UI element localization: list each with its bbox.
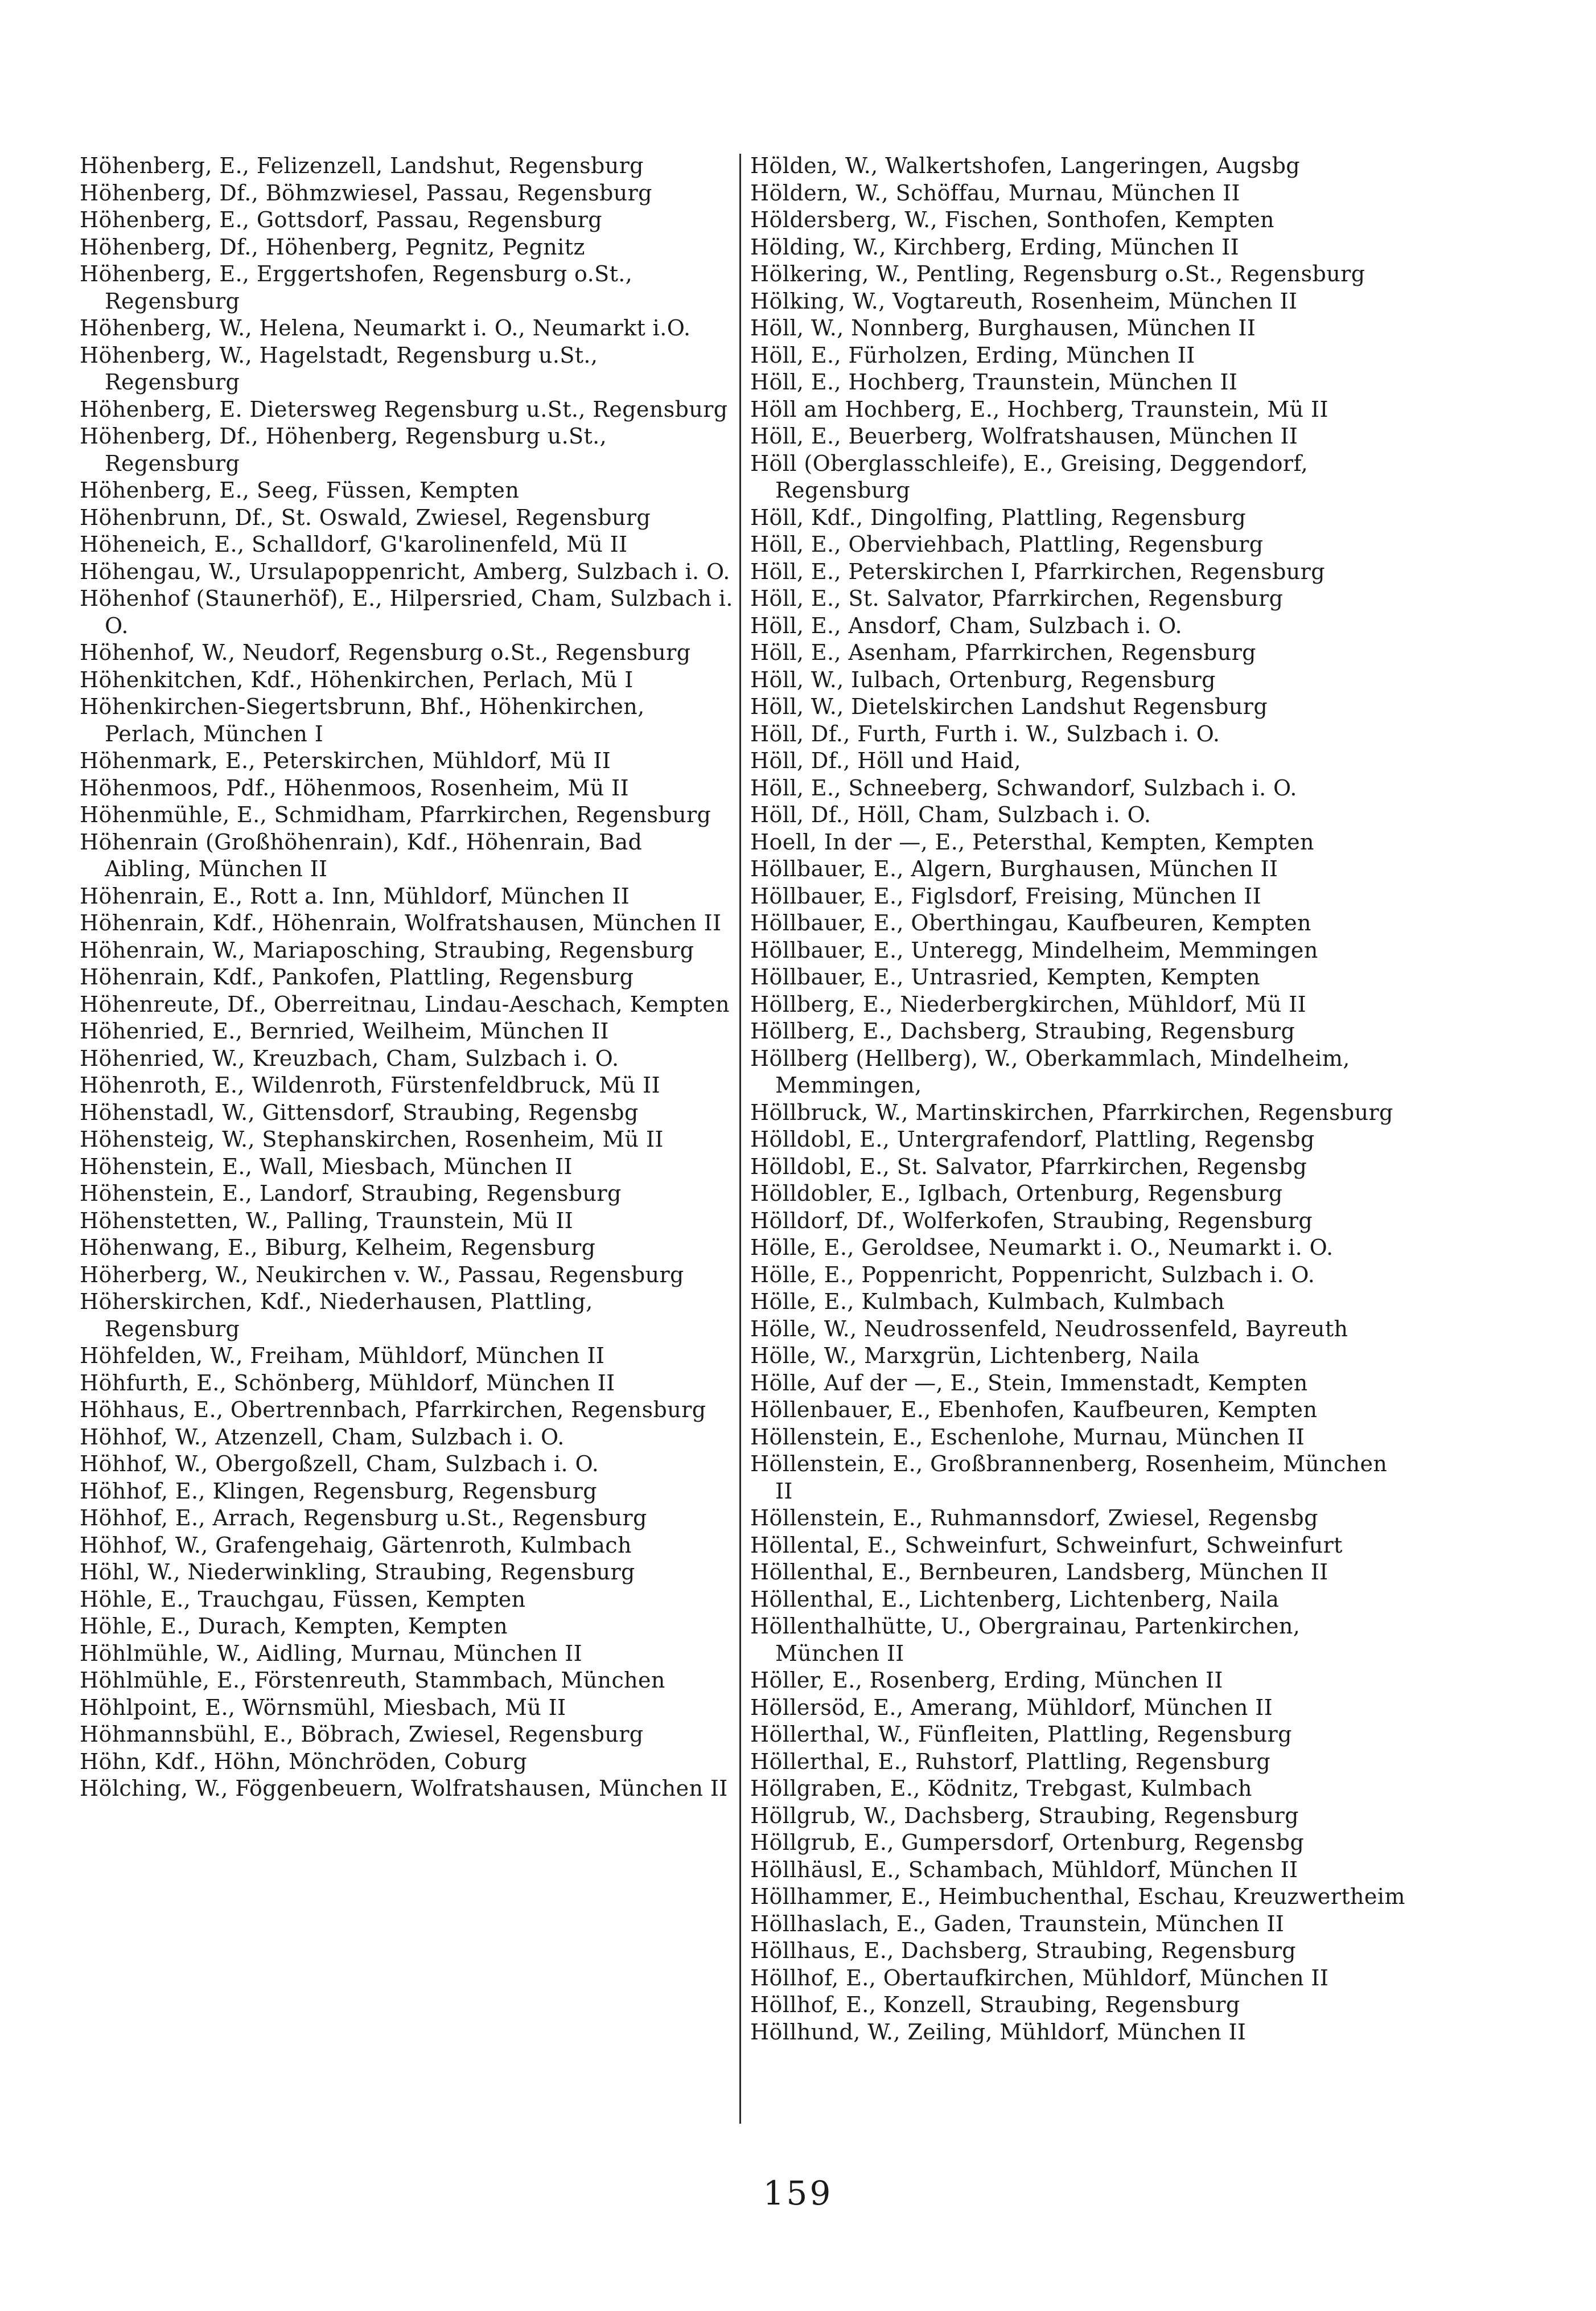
directory-entry: Höllerthal, E., Ruhstorf, Plattling, Regensburg (750, 1748, 1271, 1774)
directory-entry: Höll, E., Ansdorf, Cham, Sulzbach i. O. (750, 613, 1182, 638)
left-column (80, 153, 734, 1803)
directory-entry: Höhenberg, Df., Böhmzwiesel, Passau, Regensburg (80, 180, 652, 206)
directory-entry: Höhenrain, Kdf., Pankofen, Plattling, Regensburg (80, 964, 634, 990)
directory-entry: Höhenstein, E., Landorf, Straubing, Regensburg (80, 1181, 622, 1206)
directory-entry: Höhenberg, E., Seeg, Füssen, Kempten (80, 478, 520, 503)
directory-entry: Höllhammer, E., Heimbuchenthal, Eschau, Kreuzwertheim (750, 1884, 1405, 1909)
directory-entry: Hölkering, W., Pentling, Regensburg o.St., Regensburg (750, 261, 1365, 286)
directory-entry: Hölle, E., Kulmbach, Kulmbach, Kulmbach (750, 1289, 1225, 1314)
directory-entry: Höhenstadl, W., Gittensdorf, Straubing, Regensbg (80, 1099, 639, 1125)
directory-entry: Höhenberg, Df., Höhenberg, Pegnitz, Pegnitz (80, 234, 585, 260)
directory-entry: Hölding, W., Kirchberg, Erding, München II (750, 234, 1239, 260)
directory-entry: Hölden, W., Walkertshofen, Langeringen, Augsbg (750, 153, 1301, 178)
directory-entry: Hölle, W., Neudrossenfeld, Neudrossenfeld, Bayreuth (750, 1316, 1348, 1341)
directory-entry: Höllbauer, E., Untrasried, Kempten, Kempten (750, 964, 1261, 990)
directory-entry: Höheneich, E., Schalldorf, G'karolinenfeld, Mü II (80, 532, 628, 557)
directory-entry: Höhenberg, W., Helena, Neumarkt i. O., Neumarkt i.O. (80, 315, 691, 340)
directory-entry: Höhenkitchen, Kdf., Höhenkirchen, Perlach, Mü I (80, 667, 634, 692)
directory-entry: Höhenreute, Df., Oberreitnau, Lindau-Aeschach, Kempten (80, 991, 730, 1017)
right-column (750, 153, 1410, 2046)
directory-entry: Höller, E., Rosenberg, Erding, München II (750, 1668, 1223, 1693)
directory-entry: Höllberg (Hellberg), W., Oberkammlach, Mindelheim, Memmingen, (750, 1045, 1350, 1098)
directory-entry: Höllbauer, E., Algern, Burghausen, München II (750, 856, 1278, 881)
directory-entry: Höllhof, E., Obertaufkirchen, Mühldorf, München II (750, 1965, 1329, 1990)
directory-entry: Hölking, W., Vogtareuth, Rosenheim, München II (750, 288, 1298, 314)
directory-entry: Höll, E., Beuerberg, Wolfratshausen, München II (750, 424, 1298, 449)
directory-entry: Höhenkirchen-Siegertsbrunn, Bhf., Höhenkirchen, Perlach, München I (80, 694, 645, 746)
directory-entry: Höhlmühle, E., Förstenreuth, Stammbach, München (80, 1668, 665, 1693)
directory-entry: Hölldobler, E., Iglbach, Ortenburg, Regensburg (750, 1181, 1283, 1206)
directory-entry: Höhenrain, Kdf., Höhenrain, Wolfratshausen, München II (80, 910, 722, 935)
directory-entry: Höhhof, W., Grafengehaig, Gärtenroth, Kulmbach (80, 1532, 632, 1558)
page-number: 159 (763, 2174, 833, 2213)
directory-entry: Höllberg, E., Dachsberg, Straubing, Regensburg (750, 1019, 1295, 1044)
directory-entry: Höll, W., Nonnberg, Burghausen, München II (750, 315, 1256, 340)
directory-entry: Höllental, E., Schweinfurt, Schweinfurt, Schweinfurt (750, 1532, 1343, 1558)
directory-entry: Höhenberg, E. Dietersweg Regensburg u.St., Regensburg (80, 396, 728, 422)
directory-entry: Höllenthal, E., Bernbeuren, Landsberg, München II (750, 1559, 1328, 1585)
directory-entry: Hoell, In der —, E., Petersthal, Kempten, Kempten (750, 829, 1314, 855)
directory-entry: Höhlpoint, E., Wörnsmühl, Miesbach, Mü II (80, 1694, 566, 1720)
directory-entry: Höllbruck, W., Martinskirchen, Pfarrkirchen, Regensburg (750, 1099, 1393, 1125)
directory-entry: Höll, E., Schneeberg, Schwandorf, Sulzbach i. O. (750, 775, 1297, 801)
directory-entry: Höhlmühle, W., Aidling, Murnau, München II (80, 1640, 583, 1666)
directory-entry: Höllgrub, W., Dachsberg, Straubing, Regensburg (750, 1803, 1299, 1828)
directory-entry: Höhle, E., Trauchgau, Füssen, Kempten (80, 1586, 526, 1612)
directory-entry: Höllenthal, E., Lichtenberg, Lichtenberg, Naila (750, 1586, 1280, 1612)
directory-entry: Höll am Hochberg, E., Hochberg, Traunstein, Mü II (750, 396, 1328, 422)
directory-entry: Höll, E., Fürholzen, Erding, München II (750, 342, 1195, 368)
directory-entry: Höhenberg, E., Gottsdorf, Passau, Regensburg (80, 207, 602, 232)
directory-entry: Höllenbauer, E., Ebenhofen, Kaufbeuren, Kempten (750, 1397, 1318, 1422)
directory-entry: Höllgraben, E., Ködnitz, Trebgast, Kulmbach (750, 1776, 1252, 1801)
directory-entry: Höllerthal, W., Fünfleiten, Plattling, Regensburg (750, 1722, 1292, 1747)
directory-entry: Höll, E., Asenham, Pfarrkirchen, Regensburg (750, 640, 1256, 665)
directory-entry: Höhfelden, W., Freiham, Mühldorf, München II (80, 1343, 605, 1368)
directory-entry: Höhenbrunn, Df., St. Oswald, Zwiesel, Regensburg (80, 504, 651, 530)
directory-entry: Höllhof, E., Konzell, Straubing, Regensburg (750, 1992, 1240, 2017)
directory-entry: Hölldorf, Df., Wolferkofen, Straubing, Regensburg (750, 1208, 1313, 1233)
directory-entry: Höll, W., Iulbach, Ortenburg, Regensburg (750, 667, 1216, 692)
directory-entry: Höhenmoos, Pdf., Höhenmoos, Rosenheim, Mü II (80, 775, 629, 801)
directory-entry: Höllenstein, E., Eschenlohe, Murnau, München II (750, 1424, 1305, 1450)
directory-entry: Höldersberg, W., Fischen, Sonthofen, Kempten (750, 207, 1274, 232)
directory-entry: Höllbauer, E., Figlsdorf, Freising, München II (750, 883, 1261, 909)
directory-entry: Höllberg, E., Niederbergkirchen, Mühldorf, Mü II (750, 991, 1307, 1017)
directory-entry: Höllgrub, E., Gumpersdorf, Ortenburg, Regensbg (750, 1830, 1305, 1855)
directory-entry: Höhl, W., Niederwinkling, Straubing, Regensburg (80, 1559, 635, 1585)
directory-entry: Höllhund, W., Zeiling, Mühldorf, München II (750, 2019, 1247, 2045)
directory-entry: Höllhaus, E., Dachsberg, Straubing, Regensburg (750, 1938, 1297, 1963)
directory-entry: Höll, E., Oberviehbach, Plattling, Regensburg (750, 532, 1264, 557)
directory-entry: Hölle, W., Marxgrün, Lichtenberg, Naila (750, 1343, 1200, 1368)
directory-entry: Höhhof, E., Arrach, Regensburg u.St., Regensburg (80, 1505, 647, 1530)
directory-entry: Höherskirchen, Kdf., Niederhausen, Plattling, Regensburg (80, 1289, 593, 1341)
directory-entry: Höhenwang, E., Biburg, Kelheim, Regensburg (80, 1235, 596, 1260)
directory-entry: Höhenrain (Großhöhenrain), Kdf., Höhenrain, Bad Aibling, München II (80, 829, 643, 881)
directory-entry: Höhhof, W., Atzenzell, Cham, Sulzbach i. O. (80, 1424, 565, 1450)
directory-entry: Höhenried, W., Kreuzbach, Cham, Sulzbach i. O. (80, 1045, 619, 1071)
directory-entry: Höhenstein, E., Wall, Miesbach, München II (80, 1154, 573, 1179)
directory-entry: Höllhaslach, E., Gaden, Traunstein, München II (750, 1911, 1285, 1936)
directory-entry: Höhenmühle, E., Schmidham, Pfarrkirchen, Regensburg (80, 802, 711, 827)
directory-entry: Höhhaus, E., Obertrennbach, Pfarrkirchen, Regensburg (80, 1397, 706, 1422)
directory-entry: Höllbauer, E., Unteregg, Mindelheim, Memmingen (750, 937, 1318, 963)
directory-entry: Höhenried, E., Bernried, Weilheim, München II (80, 1019, 609, 1044)
directory-entry: Höllersöd, E., Amerang, Mühldorf, München II (750, 1694, 1273, 1720)
directory-entry: Hölldobl, E., Untergrafendorf, Plattling, Regensbg (750, 1127, 1315, 1152)
directory-entry: Höhhof, W., Obergoßzell, Cham, Sulzbach i. O. (80, 1451, 599, 1476)
directory-entry: Höhhof, E., Klingen, Regensburg, Regensburg (80, 1478, 598, 1504)
directory-entry: Hölle, E., Geroldsee, Neumarkt i. O., Neumarkt i. O. (750, 1235, 1334, 1260)
directory-entry: Höherberg, W., Neukirchen v. W., Passau, Regensburg (80, 1262, 684, 1287)
directory-entry: Höldern, W., Schöffau, Murnau, München II (750, 180, 1240, 206)
directory-entry: Hölldobl, E., St. Salvator, Pfarrkirchen, Regensbg (750, 1154, 1307, 1179)
directory-entry: Höll, Df., Höll, Cham, Sulzbach i. O. (750, 802, 1151, 827)
directory-entry: Höllbauer, E., Oberthingau, Kaufbeuren, Kempten (750, 910, 1311, 935)
directory-entry: Höll, E., St. Salvator, Pfarrkirchen, Regensburg (750, 586, 1284, 611)
directory-entry: Höhenroth, E., Wildenroth, Fürstenfeldbruck, Mü II (80, 1073, 660, 1098)
directory-entry: Höllenthalhütte, U., Obergrainau, Partenkirchen, München II (750, 1614, 1301, 1666)
directory-entry: Höll, E., Hochberg, Traunstein, München II (750, 370, 1238, 395)
directory-entry: Höhenberg, Df., Höhenberg, Regensburg u.St., Regensburg (80, 424, 607, 476)
directory-entry: Höll (Oberglasschleife), E., Greising, Deggendorf, Regensburg (750, 450, 1309, 503)
directory-entry: Höhenhof, W., Neudorf, Regensburg o.St., Regensburg (80, 640, 691, 665)
directory-entry: Hölching, W., Föggenbeuern, Wolfratshausen, München II (80, 1776, 728, 1801)
directory-entry: Höhenrain, W., Mariaposching, Straubing, Regensburg (80, 937, 694, 963)
directory-entry: Höhn, Kdf., Höhn, Mönchröden, Coburg (80, 1748, 528, 1774)
directory-entry: Höhmannsbühl, E., Böbrach, Zwiesel, Regensburg (80, 1722, 644, 1747)
directory-entry: Höll, Df., Furth, Furth i. W., Sulzbach i. O. (750, 721, 1220, 746)
directory-entry: Hölle, E., Poppenricht, Poppenricht, Sulzbach i. O. (750, 1262, 1315, 1287)
directory-entry: Höllenstein, E., Großbrannenberg, Rosenheim, München II (750, 1451, 1388, 1504)
directory-entry: Höhenberg, W., Hagelstadt, Regensburg u.St., Regensburg (80, 342, 598, 395)
directory-entry: Höhenberg, E., Erggertshofen, Regensburg o.St., Regensburg (80, 261, 633, 314)
directory-entry: Höllhäusl, E., Schambach, Mühldorf, München II (750, 1857, 1298, 1882)
directory-entry: Höhengau, W., Ursulapoppenricht, Amberg, Sulzbach i. O. (80, 559, 730, 584)
directory-entry: Höll, Df., Höll und Haid, (750, 748, 1022, 773)
directory-entry: Höhfurth, E., Schönberg, Mühldorf, München II (80, 1370, 615, 1395)
directory-entry: Höll, W., Dietelskirchen Landshut Regensburg (750, 694, 1268, 719)
directory-entry: Höll, Kdf., Dingolfing, Plattling, Regensburg (750, 504, 1247, 530)
directory-entry: Höhenrain, E., Rott a. Inn, Mühldorf, München II (80, 883, 630, 909)
directory-entry: Höllenstein, E., Ruhmannsdorf, Zwiesel, Regensbg (750, 1505, 1318, 1530)
directory-entry: Höhenstetten, W., Palling, Traunstein, Mü II (80, 1208, 574, 1233)
directory-entry: Höhensteig, W., Stephanskirchen, Rosenheim, Mü II (80, 1127, 664, 1152)
directory-entry: Höll, E., Peterskirchen I, Pfarrkirchen, Regensburg (750, 559, 1325, 584)
column-divider (739, 154, 741, 2124)
directory-entry: Hölle, Auf der —, E., Stein, Immenstadt, Kempten (750, 1370, 1308, 1395)
directory-entry: Höhenhof (Staunerhöf), E., Hilpersried, Cham, Sulzbach i. O. (80, 586, 733, 638)
directory-entry: Höhenmark, E., Peterskirchen, Mühldorf, Mü II (80, 748, 611, 773)
directory-entry: Höhle, E., Durach, Kempten, Kempten (80, 1614, 508, 1639)
directory-entry: Höhenberg, E., Felizenzell, Landshut, Regensburg (80, 153, 644, 178)
